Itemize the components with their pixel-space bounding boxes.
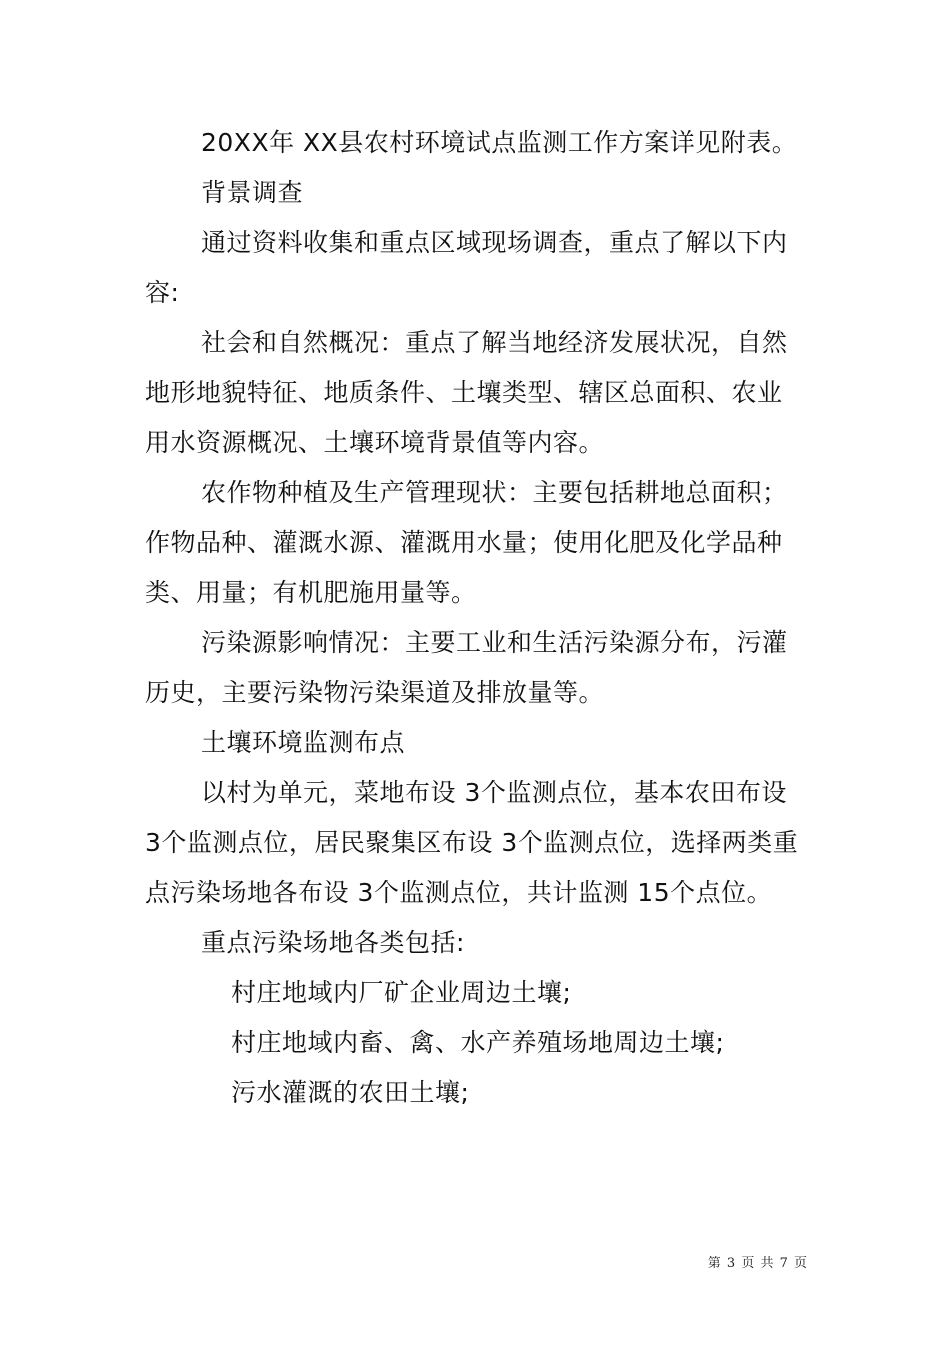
section-heading-background-survey: 背景调查 xyxy=(201,178,304,207)
page-number-footer: 第 3 页 共 7 页 xyxy=(707,1256,808,1271)
document-body xyxy=(145,118,805,1118)
paragraph-survey-method: 通过资料收集和重点区域现场调查，重点了解以下内容: xyxy=(145,228,788,307)
paragraph-crop-management: 农作物种植及生产管理现状：主要包括耕地总面积；作物品种、灌溉水源、灌溉用水量；使用化肥及化学品种类、用量；有机肥施用量等。 xyxy=(145,478,788,607)
list-item-livestock-soil: 村庄地域内畜、禽、水产养殖场地周边土壤; xyxy=(231,1028,725,1057)
paragraph-pollution-source: 污染源影响情况：主要工业和生活污染源分布，污灌历史，主要污染物污染渠道及排放量等。 xyxy=(145,628,788,707)
paragraph-intro: 20XX年 XX县农村环境试点监测工作方案详见附表。 xyxy=(201,128,798,157)
list-item-irrigation-soil: 污水灌溉的农田土壤; xyxy=(231,1078,470,1107)
list-item-factory-soil: 村庄地域内厂矿企业周边土壤; xyxy=(231,978,572,1007)
section-heading-soil-monitoring: 土壤环境监测布点 xyxy=(201,728,406,757)
paragraph-social-natural: 社会和自然概况：重点了解当地经济发展状况，自然地形地貌特征、地质条件、土壤类型、辖区总面积、农业用水资源概况、土壤环境背景值等内容。 xyxy=(145,328,788,457)
paragraph-monitoring-points: 以村为单元，菜地布设 3个监测点位，基本农田布设 3个监测点位，居民聚集区布设 3个监测点位，选择两类重点污染场地各布设 3个监测点位，共计监测 15个点位。 xyxy=(145,778,799,907)
paragraph-key-sites: 重点污染场地各类包括: xyxy=(201,928,465,957)
